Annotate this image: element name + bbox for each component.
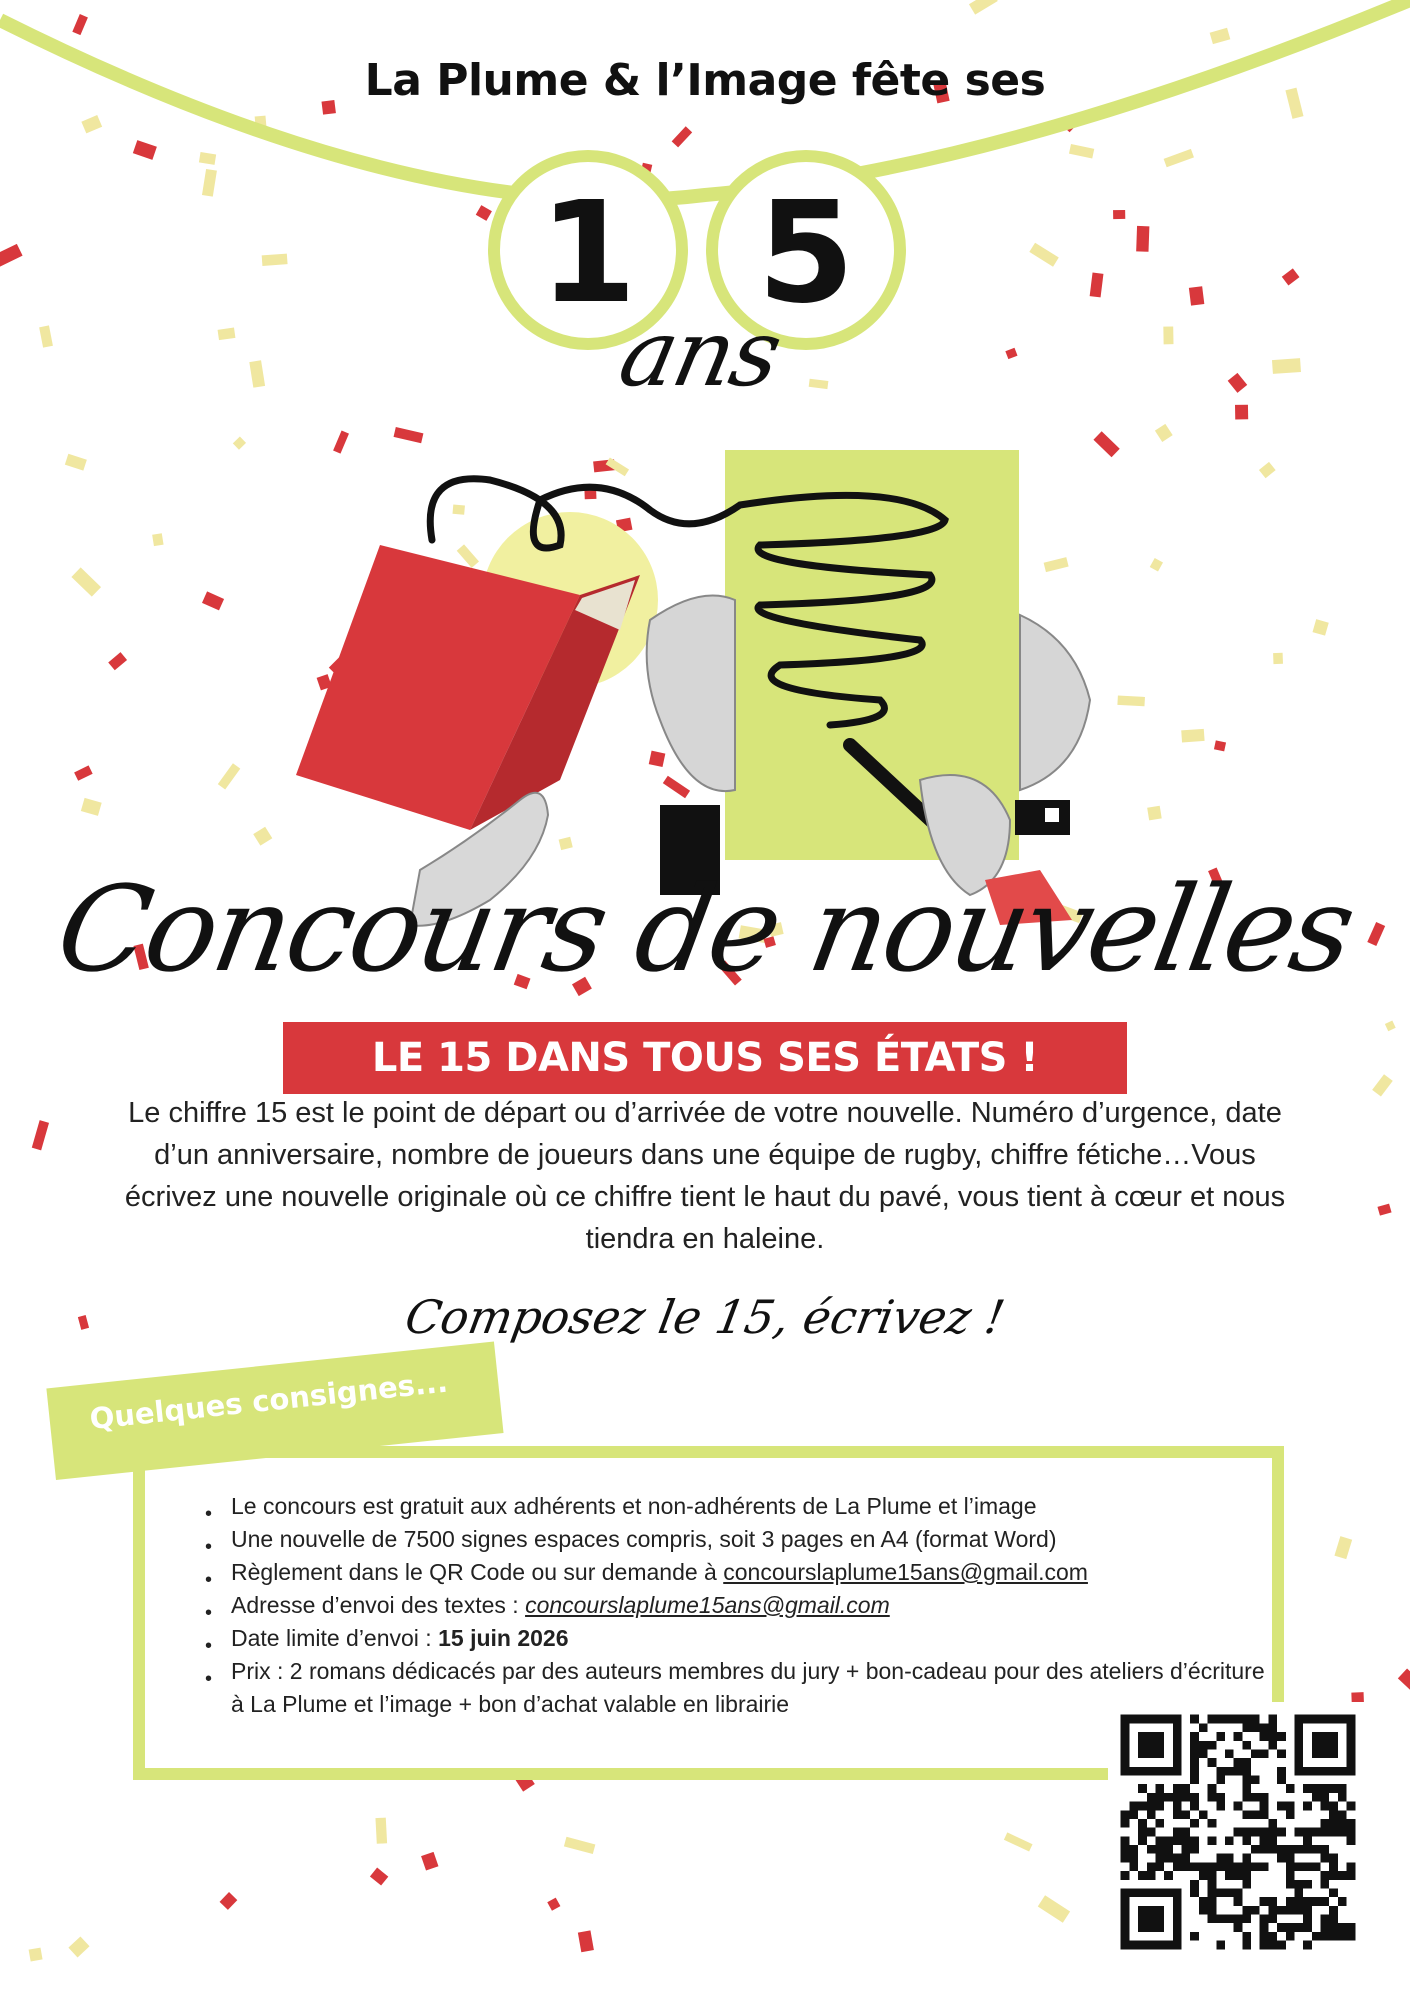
rule-item: • Une nouvelle de 7500 signes espaces compris, soit 3 pages en A4 (format Word) xyxy=(205,1523,1265,1556)
rule-item: • Le concours est gratuit aux adhérents et non-adhérents de La Plume et l’image xyxy=(205,1490,1265,1523)
intro-paragraph: Le chiffre 15 est le point de départ ou d’arrivée de votre nouvelle. Numéro d’urgence, date d’un anniversaire, nombre de joueurs dans une équipe de rugby, chiffre fétiche…Vous écrivez une nouvelle originale où ce chiffre tient le haut du pavé, vous tient à cœur et nous tiendra en haleine. xyxy=(124,1097,1286,1255)
slogan: Composez le 15, écrivez ! xyxy=(401,1290,1009,1344)
rules-tab-label: Quelques consignes... xyxy=(88,1364,450,1437)
rules-email-link[interactable]: concourslaplume15ans@gmail.com xyxy=(723,1559,1088,1585)
subtitle-banner: LE 15 DANS TOUS SES ÉTATS ! xyxy=(283,1022,1127,1094)
digit-five: 5 xyxy=(757,172,855,335)
deadline-date: 15 juin 2026 xyxy=(438,1625,569,1651)
qr-code-icon[interactable] xyxy=(1108,1702,1368,1962)
rule-item: • Prix : 2 romans dédicacés par des auteurs membres du jury + bon-cadeau pour des ateliers d’écriture à La Plume et l’image + bon d’achat valable en librairie xyxy=(205,1655,1265,1721)
submission-email-link[interactable]: concourslaplume15ans@gmail.com xyxy=(525,1592,890,1618)
rule-item: • Adresse d’envoi des textes : concourslaplume15ans@gmail.com xyxy=(205,1589,1265,1622)
contest-title: Concours de nouvelles xyxy=(47,860,1363,998)
qr-code-graphic xyxy=(1112,1706,1364,1958)
headline: La Plume & l’Image fête ses xyxy=(364,55,1046,106)
digit-one: 1 xyxy=(539,172,637,335)
rule-item: • Règlement dans le QR Code ou sur demande à concourslaplume15ans@gmail.com xyxy=(205,1556,1265,1589)
ans-word: ans xyxy=(610,300,790,407)
rules-list xyxy=(205,1490,1265,1721)
rule-item: • Date limite d’envoi : 15 juin 2026 xyxy=(205,1622,1265,1655)
